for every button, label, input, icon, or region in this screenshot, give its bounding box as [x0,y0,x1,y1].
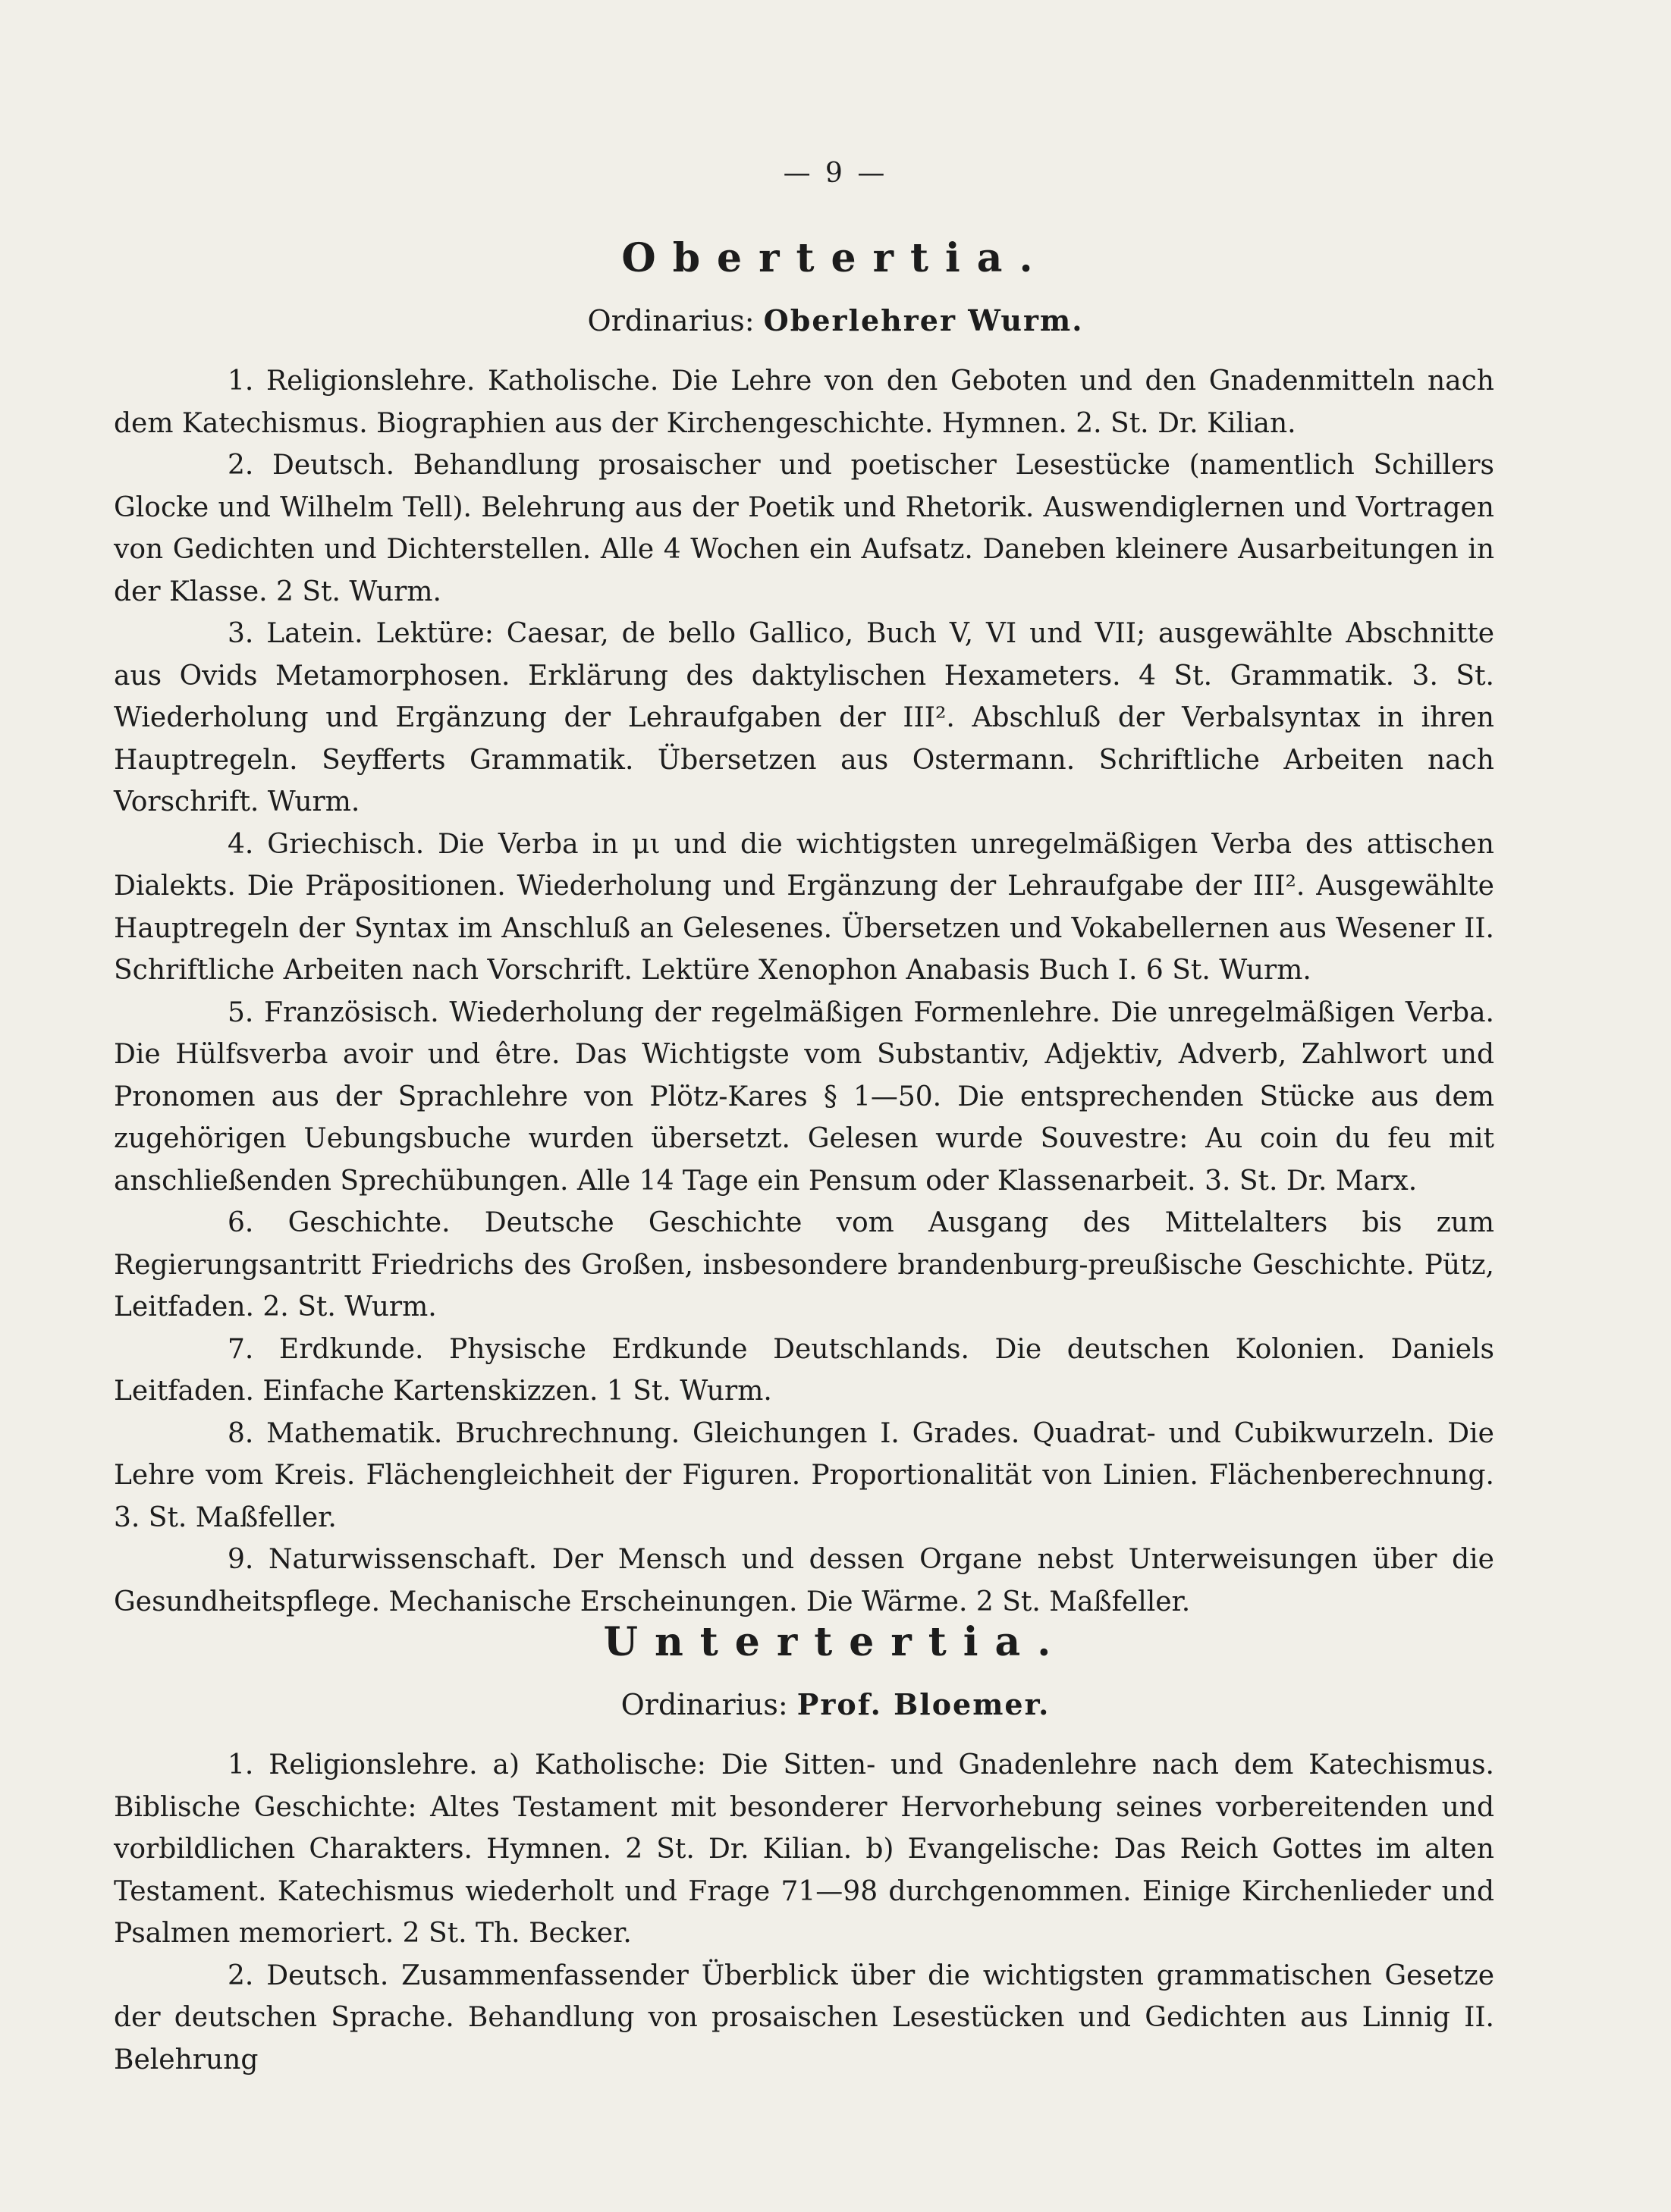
obertertia-subjects [114,360,1494,1623]
paragraph-religion: 1. Religionslehre. Katholische. Die Lehre von den Geboten und den Gnadenmitteln nach dem Katechismus. Biographien aus der Kirchengeschichte. Hymnen. 2. St. Dr. Kilian. [114,366,1494,439]
paragraph-religion: 1. Religionslehre. a) Katholische: Die Sitten- und Gnadenlehre nach dem Katechismus. Biblische Geschichte: Altes Testament mit besonderer Hervorhebung seines vorbereitenden und vorbildlichen Charakters. Hymnen. 2 St. Dr. Kilian. b) Evangelische: Das Reich Gottes im alten Testament. Katechismus wiederholt und Frage 71—98 durchgenommen. Einige Kirchenlieder und Psalmen memoriert. 2 St. Th. Becker. [114,1749,1494,1949]
paragraph-mathematik: 8. Mathematik. Bruchrechnung. Gleichungen I. Grades. Quadrat- und Cubikwurzeln. Die Lehre vom Kreis. Flächengleichheit der Figuren. Proportionalität von Linien. Flächenberechnung. 3. St. Maßfeller. [114,1417,1494,1533]
paragraph-franzoesisch: 5. Französisch. Wiederholung der regelmäßigen Formenlehre. Die unregelmäßigen Verba. Die Hülfsverba avoir und être. Das Wichtigste vom Substantiv, Adjektiv, Adverb, Zahlwort und Pronomen aus der Sprachlehre von Plötz-Kares § 1—50. Die entsprechenden Stücke aus dem zugehörigen Uebungsbuche wurden übersetzt. Gelesen wurde Souvestre: Au coin du feu mit anschließenden Sprechübungen. Alle 14 Tage ein Pensum oder Klassenarbeit. 3. St. Dr. Marx. [114,996,1494,1197]
paragraph-latein: 3. Latein. Lektüre: Caesar, de bello Gallico, Buch V, VI und VII; ausgewählte Abschnitte aus Ovids Metamorphosen. Erklärung des daktylischen Hexameters. 4 St. Grammatik. 3. St. Wiederholung und Ergänzung der Lehraufgaben der III². Abschluß der Verbalsyntax in ihren Hauptregeln. Seyfferts Grammatik. Übersetzen aus Ostermann. Schriftliche Arbeiten nach Vorschrift. Wurm. [114,618,1494,817]
ordinarius-label: Ordinarius: [587,304,755,337]
section-title-obertertia: Obertertia. [621,235,1050,281]
page-number: — 9 — [783,158,888,189]
ordinarius-label: Ordinarius: [620,1688,788,1721]
ordinarius-untertertia [0,1687,1671,1721]
paragraph-naturwissenschaft: 9. Naturwissenschaft. Der Mensch und dessen Organe nebst Unterweisungen über die Gesundheitspflege. Mechanische Erscheinungen. Die Wärme. 2 St. Maßfeller. [114,1544,1494,1617]
paragraph-geschichte: 6. Geschichte. Deutsche Geschichte vom Ausgang des Mittelalters bis zum Regierungsantritt Friedrichs des Großen, insbesondere brandenburg-preußische Geschichte. Pütz, Leitfaden. 2. St. Wurm. [114,1207,1494,1322]
untertertia-subjects [114,1744,1494,2081]
paragraph-deutsch: 2. Deutsch. Behandlung prosaischer und poetischer Lesestücke (namentlich Schillers Glocke und Wilhelm Tell). Belehrung aus der Poetik und Rhetorik. Auswendiglernen und Vortragen von Gedichten und Dichterstellen. Alle 4 Wochen ein Aufsatz. Daneben kleinere Ausarbeitungen in der Klasse. 2 St. Wurm. [114,450,1494,607]
ordinarius-name: Prof. Bloemer. [796,1687,1051,1721]
ordinarius-obertertia [0,303,1671,337]
section-title-untertertia: Untertertia. [603,1619,1068,1665]
paragraph-deutsch: 2. Deutsch. Zusammenfassender Überblick über die wichtigsten grammatischen Gesetze der deutschen Sprache. Behandlung von prosaischen Lesestücken und Gedichten aus Linnig II. Belehrung [114,1959,1494,2076]
paragraph-griechisch: 4. Griechisch. Die Verba in μι und die wichtigsten unregelmäßigen Verba des attischen Dialekts. Die Präpositionen. Wiederholung und Ergänzung der Lehraufgabe der III². Ausgewählte Hauptregeln der Syntax im Anschluß an Gelesenes. Übersetzen und Vokabellernen aus Wesener II. Schriftliche Arbeiten nach Vorschrift. Lektüre Xenophon Anabasis Buch I. 6 St. Wurm. [114,828,1494,986]
paragraph-erdkunde: 7. Erdkunde. Physische Erdkunde Deutschlands. Die deutschen Kolonien. Daniels Leitfaden. Einfache Kartenskizzen. 1 St. Wurm. [114,1333,1494,1407]
ordinarius-name: Oberlehrer Wurm. [763,303,1084,337]
